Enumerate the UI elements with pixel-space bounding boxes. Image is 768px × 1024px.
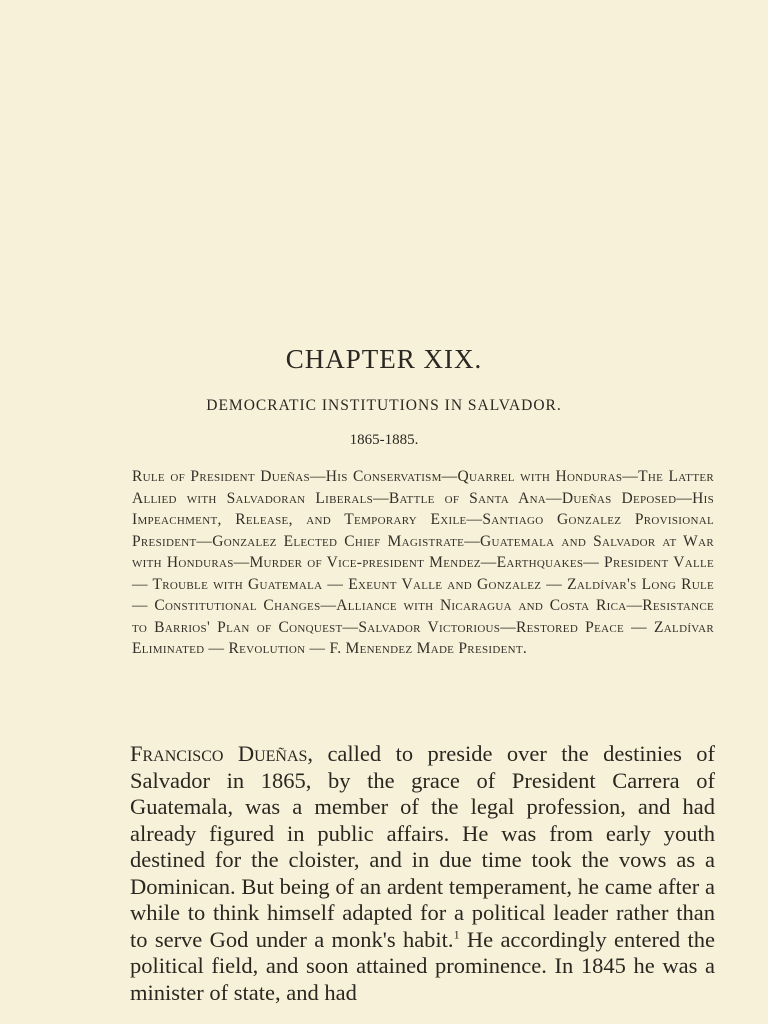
chapter-dates: 1865-1885.: [349, 432, 419, 448]
footnote-mark: 1: [453, 927, 460, 941]
chapter-subtitle: DEMOCRATIC INSTITUTIONS IN SALVADOR.: [206, 397, 562, 414]
body-paragraph: [130, 741, 715, 1006]
paragraph-text: , called to preside over the destinies of Salvador in 1865, by the grace of President Carrera of Guatemala, was a member of the legal profession, and had already figured in public affairs. He was from early youth destined for the cloister, and in due time took the vows as a Dominican. But being of an ardent temperament, he came after a while to think himself adapted for a political leader rather than to serve God under a monk's habit.: [130, 741, 715, 952]
chapter-title: CHAPTER XIX.: [285, 344, 483, 374]
chapter-synopsis: Rule of President Dueñas—His Conservatism—Quarrel with Honduras—The Latter Allied with Salvadoran Liberals—Battle of Santa Ana—Dueñas Deposed—His Impeachment, Release, and Temporary Exile—Santiago Gonzalez Provisional President—Gonzalez Elected Chief Magistrate—Guatemala and Salvador at War with Honduras—Murder of Vice-president Mendez—Earthquakes— President Valle — Trouble with Guatemala — Exeunt Valle and Gonzalez — Zaldívar's Long Rule — Constitutional Changes—Alliance with Nicaragua and Costa Rica—Resistance to Barrios' Plan of Conquest—Salvador Victorious—Restored Peace — Zaldívar Eliminated — Revolution — F. Menendez Made President.: [132, 468, 714, 657]
paragraph-text-continued: He accordingly entered the political field, and soon attained prominence. In 1845 he was a minister of state, and had: [130, 926, 715, 1005]
paragraph-lead: Francisco Dueñas: [130, 741, 308, 766]
